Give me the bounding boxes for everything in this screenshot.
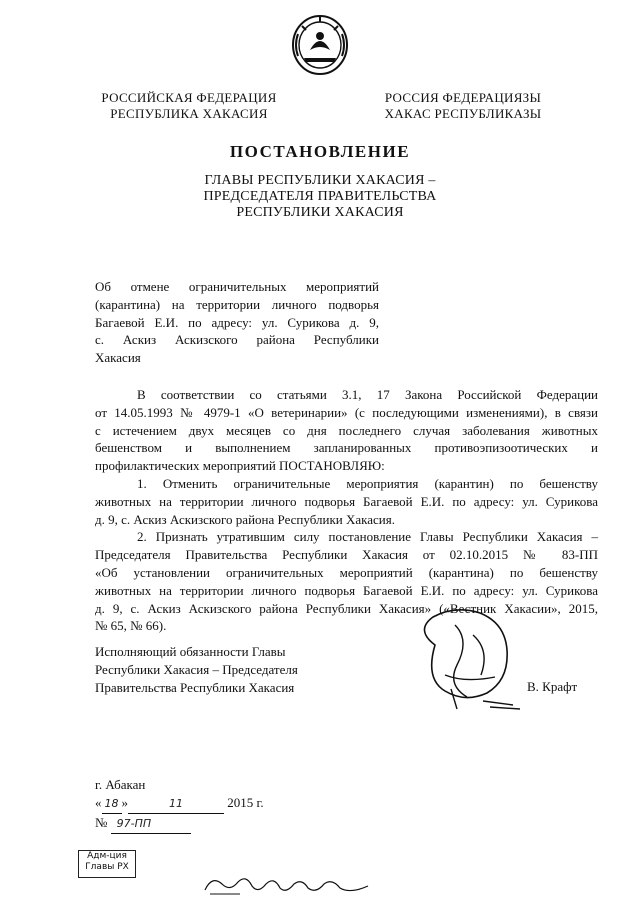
header-right-line-2: ХАКАС РЕСПУБЛИКАЗЫ: [384, 106, 542, 121]
stamp-line-1: Адм-ция: [87, 851, 127, 861]
registration-stamp: [78, 850, 136, 878]
body-intro-line-4: бешенством и выполнением запланированных противоэпизоотических и: [95, 440, 598, 456]
document-date: [95, 794, 295, 814]
signatory-position: [95, 643, 355, 697]
subtitle-line-1: ГЛАВЫ РЕСПУБЛИКИ ХАКАСИЯ –: [204, 173, 436, 188]
document-title: ПОСТАНОВЛЕНИЕ: [229, 142, 411, 161]
item1-line-2: животных на территории личного подворья Багаевой Е.И. по адресу: ул. Сурикова: [95, 493, 598, 509]
item2-line-3: «Об установлении ограничительных мероприятий (карантина) по бешенству: [95, 564, 598, 580]
signatory-position-line-2: Республики Хакасия – Председателя: [95, 662, 298, 677]
date-prefix: «: [95, 795, 102, 810]
header-left-block: [84, 90, 294, 122]
item2-line-6: № 65, № 66).: [95, 618, 167, 634]
subject-line-4: с. Аскиз Аскизского района Республики: [95, 332, 379, 348]
subtitle-line-2: ПРЕДСЕДАТЕЛЯ ПРАВИТЕЛЬСТВА: [203, 189, 437, 204]
subject-line-1: Об отмене ограничительных мероприятий: [95, 279, 379, 294]
document-footer: [95, 776, 295, 834]
handwritten-note: [200, 870, 375, 900]
item2-line-4: животных на территории личного подворья Багаевой Е.И. по адресу: ул. Сурикова: [95, 582, 598, 598]
body-intro-line-1: В соответствии со статьями 3.1, 17 Закона Российской Федерации: [137, 387, 598, 402]
coat-of-arms-emblem: [290, 14, 350, 76]
header-right-block: [358, 90, 568, 122]
document-body: [95, 386, 598, 635]
header-left-line-2: РЕСПУБЛИКА ХАКАСИЯ: [110, 106, 268, 121]
date-year: 2015 г.: [227, 795, 264, 810]
header-right-line-1: РОССИЯ ФЕДЕРАЦИЯЗЫ: [384, 90, 542, 105]
subtitle-line-3: РЕСПУБЛИКИ ХАКАСИЯ: [236, 205, 404, 220]
document-subject: [95, 278, 379, 367]
number-value: 97-ПП: [111, 815, 191, 834]
document-subtitle: [150, 173, 490, 221]
subject-line-5: Хакасия: [95, 350, 141, 366]
item2-line-2: Председателя Правительства Республики Хакасия от 02.10.2015 № 83-ПП: [95, 547, 598, 563]
handwritten-signature: [395, 605, 530, 715]
body-intro-line-5: профилактических мероприятий ПОСТАНОВЛЯЮ:: [95, 458, 385, 474]
subject-line-3: Багаевой Е.И. по адресу: ул. Сурикова д. 9,: [95, 314, 379, 330]
signatory-name: В. Крафт: [527, 679, 578, 694]
date-day: 18: [102, 795, 122, 814]
signatory-position-line-3: Правительства Республики Хакасия: [95, 680, 295, 695]
signatory-position-line-1: Исполняющий обязанности Главы: [95, 644, 286, 659]
item2-line-5: д. 9, с. Аскиз Аскизского района Республики Хакасия» («Вестник Хакасии», 2015,: [95, 600, 598, 616]
stamp-line-2: Главы РХ: [85, 862, 129, 872]
number-prefix: №: [95, 815, 108, 830]
document-number: [95, 814, 295, 834]
date-month: 11: [128, 795, 224, 814]
item1-line-3: д. 9, с. Аскиз Аскизского района Республики Хакасия.: [95, 511, 395, 527]
city: г. Абакан: [95, 777, 146, 792]
date-mid: »: [121, 795, 128, 810]
header-left-line-1: РОССИЙСКАЯ ФЕДЕРАЦИЯ: [101, 90, 277, 105]
body-intro-line-3: с истечением двух месяцев со дня последнего случая заболевания животных: [95, 422, 598, 438]
item2-line-1: 2. Признать утратившим силу постановление Главы Республики Хакасия –: [137, 529, 598, 545]
subject-line-2: (карантина) на территории личного подворья: [95, 296, 379, 312]
body-intro-line-2: от 14.05.1993 № 4979-1 «О ветеринарии» (с последующими изменениями), в связи: [95, 404, 598, 420]
item1-line-1: 1. Отменить ограничительные мероприятия (карантин) по бешенству: [137, 475, 598, 491]
